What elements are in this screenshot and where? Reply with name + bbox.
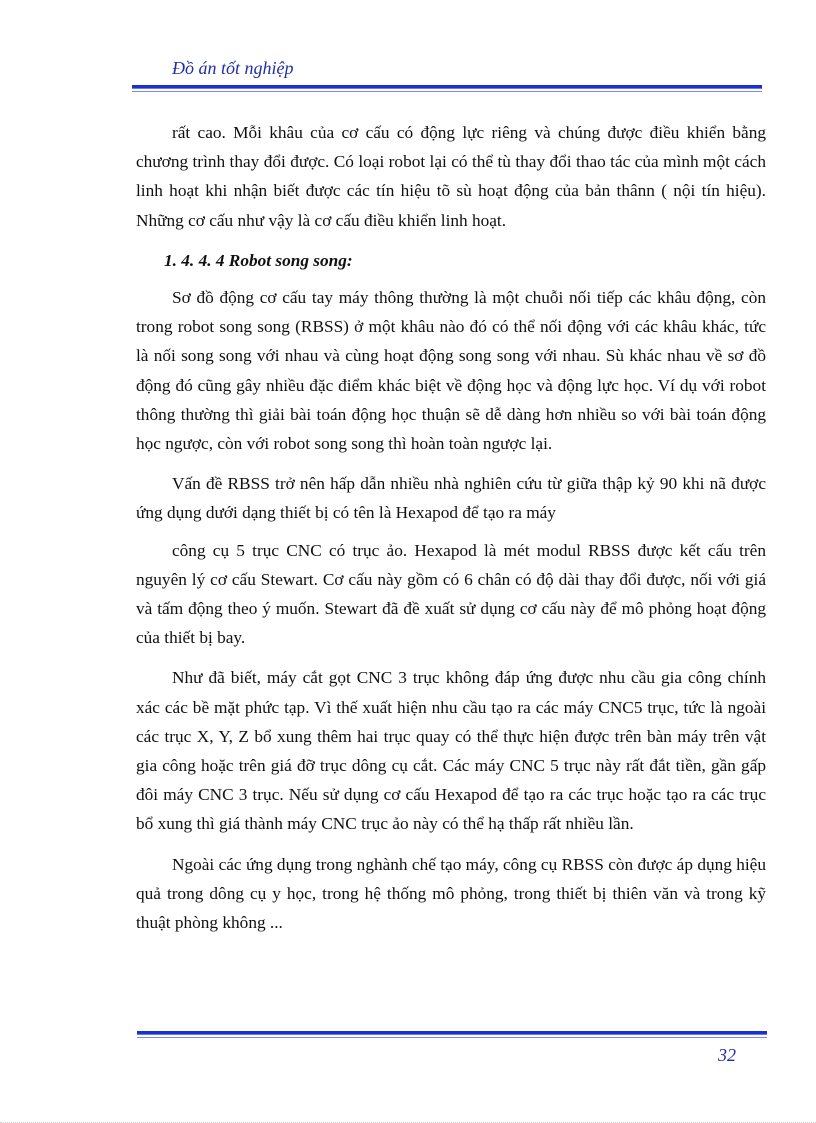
- paragraph-parallel-robot: Sơ đồ động cơ cấu tay máy thông thường là một chuỗi nối tiếp các khâu động, còn trong robot song song (RBSS) ở một khâu nào đó có thể nối động với các khâu khác, tức là nối song song với nhau và cùng hoạt động song song với nhau. Sù khác nhau về sơ đồ động đó cũng gây nhiều đặc điểm khác biệt về động học và động lực học. Ví dụ với robot thông thường thì giải bài toán động học thuận sẽ dễ dàng hơn nhiều so với bài toán động học ngược, còn với robot song song thì hoàn toàn ngược lại.: [136, 288, 766, 454]
- page-body: [136, 118, 766, 948]
- section-heading: 1. 4. 4. 4 Robot song song:: [164, 250, 353, 270]
- paragraph-rbss-hexapod: Vấn đề RBSS trở nên hấp dẫn nhiều nhà nghiên cứu từ giữa thập kỷ 90 khi nã được ứng dụng dưới dạng thiết bị có tên là Hexapod để tạo ra máy: [136, 474, 766, 523]
- header-rule-thin: [132, 91, 762, 92]
- paragraph-cnc: Như đã biết, máy cắt gọt CNC 3 trục không đáp ứng được nhu cầu gia công chính xác các bề mặt phức tạp. Vì thế xuất hiện nhu cầu tạo ra các máy CNC5 trục, tức là ngoài các trục X, Y, Z bổ xung thêm hai trục quay có thể thực hiện được trên bàn máy trên vật gia công hoặc trên giá đỡ trục dông cụ cắt. Các máy CNC 5 trục này rất đắt tiền, gần gấp đôi máy CNC 3 trục. Nếu sử dụng cơ cấu Hexapod để tạo ra các trục hoặc tạo ra các trục bổ xung thì giá thành máy CNC trục ảo này có thể hạ thấp rất nhiều lần.: [136, 668, 766, 834]
- page-number: 32: [718, 1045, 736, 1065]
- header-rule: [132, 85, 762, 89]
- paragraph-intro-continuation: rất cao. Mỗi khâu của cơ cấu có động lực riêng và chúng được điều khiển bằng chương trình thay đổi được. Có loại robot lại có thể tù thay đổi thao tác của mình một cách linh hoạt khi nhận biết được các tín hiệu tõ sù hoạt động của bản thânn ( nội tín hiệu). Những cơ cấu như vậy là cơ cấu điều khiển linh hoạt.: [136, 123, 766, 230]
- paragraph-applications: Ngoài các ứng dụng trong nghành chế tạo máy, công cụ RBSS còn được áp dụng hiệu quả trong dông cụ y học, trong hệ thống mô phỏng, trong thiết bị thiên văn và trong kỹ thuật phòng không ...: [136, 854, 766, 933]
- header-title: Đồ án tốt nghiệp: [172, 58, 294, 78]
- paragraph-stewart: công cụ 5 trục CNC có trục ảo. Hexapod là mét modul RBSS được kết cấu trên nguyên lý cơ cấu Stewart. Cơ cấu này gồm có 6 chân có độ dài thay đổi được, nối với giá và tấm động theo ý muốn. Stewart đã đề xuất sử dụng cơ cấu này để mô phỏng hoạt động của thiết bị bay.: [136, 540, 766, 648]
- footer-rule-thin: [137, 1037, 767, 1038]
- footer-rule: [137, 1031, 767, 1035]
